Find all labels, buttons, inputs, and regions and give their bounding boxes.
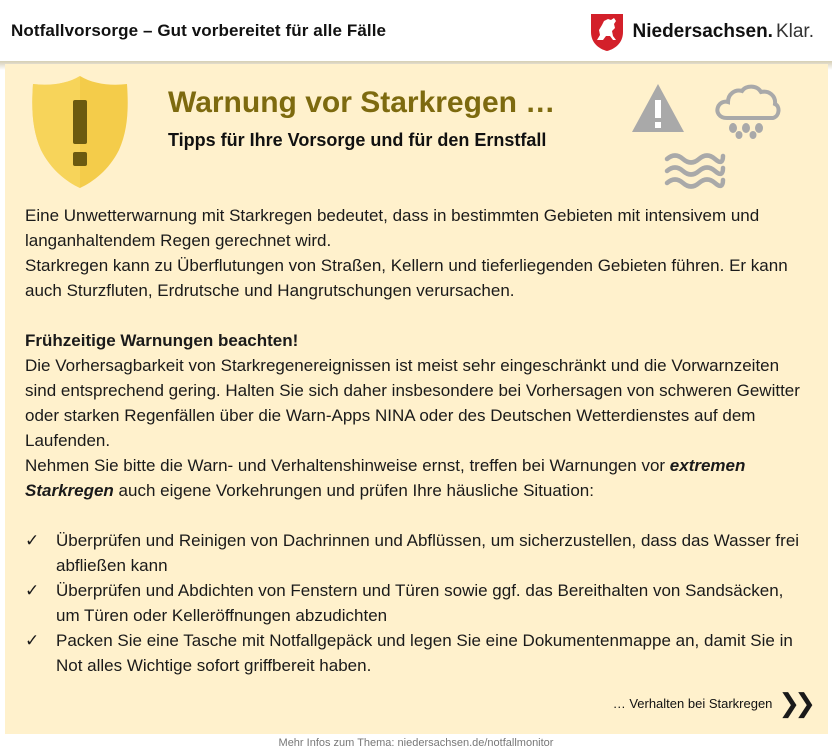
- double-chevron-right-icon[interactable]: ❯❯: [778, 688, 810, 718]
- brand-text: [633, 21, 815, 43]
- list-item: [25, 628, 810, 678]
- advice-text-start: Nehmen Sie bitte die Warn- und Verhaltenshinweise ernst, treffen bei Warnungen vor: [25, 456, 670, 475]
- warning-shield-icon: [27, 72, 133, 190]
- advice-paragraph: [25, 453, 810, 503]
- body-text: [25, 203, 810, 678]
- brand-claim: Klar.: [775, 21, 814, 42]
- advice-emphasis: extremen Starkregen: [25, 456, 746, 500]
- check-icon: ✓: [25, 631, 40, 650]
- brand-name: Niedersachsen.: [632, 21, 773, 42]
- list-item: [25, 578, 810, 628]
- next-page-label[interactable]: … Verhalten bei Starkregen: [612, 695, 773, 711]
- list-item-text: Überprüfen und Abdichten von Fenstern und Türen sowie ggf. das Bereithalten von Sandsäcken, um Türen oder Kelleröffnungen abzudichten: [56, 581, 784, 625]
- footer-note: Mehr Infos zum Thema: niedersachsen.de/notfallmonitor: [278, 737, 554, 749]
- check-icon: ✓: [25, 581, 40, 600]
- spacer: [25, 303, 810, 328]
- list-item-text: Überprüfen und Reinigen von Dachrinnen und Abflüssen, um sicherzustellen, dass das Wasser frei abfließen kann: [56, 531, 800, 575]
- forecast-paragraph: Die Vorhersagbarkeit von Starkregenereignissen ist meist sehr eingeschränkt und die Vorwarnzeiten sind entsprechend gering. Halten Sie sich daher insbesondere bei Vorhersagen von schweren Gewitter oder starken Regenfällen über die Warn-Apps NINA oder des Deutschen Wetterdienstes auf dem Laufenden.: [25, 356, 800, 450]
- section-heading: Frühzeitige Warnungen beachten!: [25, 331, 299, 350]
- intro-paragraph: Eine Unwetterwarnung mit Starkregen bedeutet, dass in bestimmten Gebieten mit intensivem und langanhaltendem Regen gerechnet wird.: [25, 206, 760, 250]
- flooding-paragraph: Starkregen kann zu Überflutungen von Straßen, Kellern und tieferliegenden Gebieten führen. Er kann auch Sturzfluten, Erdrutsche und Hangrutschungen verursachen.: [25, 256, 788, 300]
- list-item-text: Packen Sie eine Tasche mit Notfallgepäck und legen Sie eine Dokumentenmappe an, damit Sie in Not alles Wichtige sofort griffbereit haben.: [56, 631, 793, 675]
- niedersachsen-horse-logo-icon: [589, 12, 625, 52]
- headline: Warnung vor Starkregen …: [168, 86, 556, 119]
- next-page-link[interactable]: [613, 690, 810, 716]
- check-icon: ✓: [25, 531, 40, 550]
- header-title: Notfallvorsorge – Gut vorbereitet für alle Fälle: [11, 21, 387, 40]
- rain-cloud-icon: [713, 82, 781, 140]
- subline: Tipps für Ihre Vorsorge und für den Ernstfall: [168, 130, 547, 150]
- brand[interactable]: [589, 12, 815, 52]
- list-item: [25, 528, 810, 578]
- warning-triangle-icon: [630, 82, 686, 134]
- checklist: [25, 528, 810, 678]
- water-waves-icon: [664, 150, 726, 192]
- advice-text-end: auch eigene Vorkehrungen und prüfen Ihre häusliche Situation:: [113, 481, 594, 500]
- header-bar: [0, 0, 832, 62]
